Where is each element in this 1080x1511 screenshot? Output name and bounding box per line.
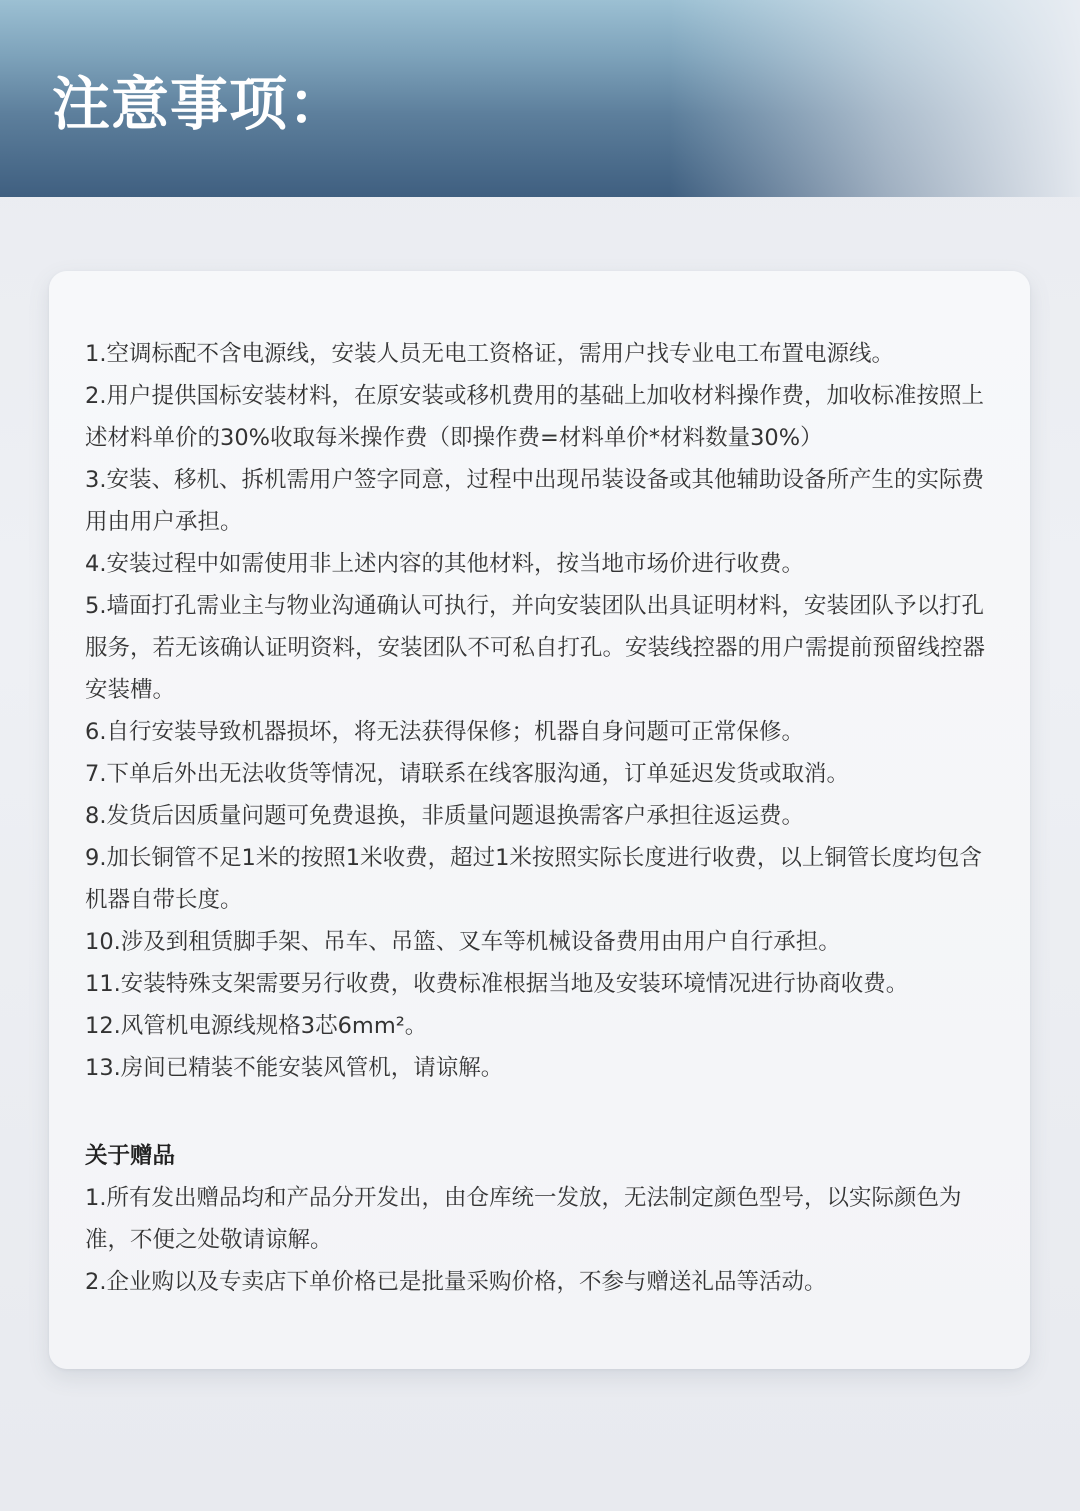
header-banner bbox=[0, 0, 1080, 197]
notice-item: 12.风管机电源线规格3芯6mm²。 bbox=[85, 1013, 428, 1039]
notice-item: 4.安装过程中如需使用非上述内容的其他材料，按当地市场价进行收费。 bbox=[85, 551, 804, 577]
gift-section-title: 关于赠品 bbox=[85, 1143, 176, 1169]
notice-item: 1.空调标配不含电源线，安装人员无电工资格证，需用户找专业电工布置电源线。 bbox=[85, 341, 894, 367]
gift-item: 2.企业购以及专卖店下单价格已是批量采购价格，不参与赠送礼品等活动。 bbox=[85, 1269, 827, 1295]
notice-card bbox=[49, 271, 1030, 1369]
notice-item: 13.房间已精装不能安装风管机，请谅解。 bbox=[85, 1055, 504, 1081]
notice-item: 5.墙面打孔需业主与物业沟通确认可执行，并向安装团队出具证明材料，安装团队予以打孔服务，若无该确认证明资料，安装团队不可私自打孔。安装线控器的用户需提前预留线控器安装槽。 bbox=[85, 593, 986, 703]
notice-item: 3.安装、移机、拆机需用户签字同意，过程中出现吊装设备或其他辅助设备所产生的实际费用由用户承担。 bbox=[85, 467, 984, 535]
notice-item: 8.发货后因质量问题可免费退换，非质量问题退换需客户承担往返运费。 bbox=[85, 803, 804, 829]
notice-item: 2.用户提供国标安装材料，在原安装或移机费用的基础上加收材料操作费，加收标准按照上述材料单价的30%收取每米操作费（即操作费=材料单价*材料数量30%） bbox=[85, 383, 984, 451]
page-title: 注意事项： bbox=[52, 70, 348, 138]
notice-item: 7.下单后外出无法收货等情况，请联系在线客服沟通，订单延迟发货或取消。 bbox=[85, 761, 849, 787]
section-spacer bbox=[85, 1089, 994, 1135]
notice-item: 6.自行安装导致机器损坏，将无法获得保修；机器自身问题可正常保修。 bbox=[85, 719, 804, 745]
notice-list bbox=[85, 333, 994, 1089]
gift-item: 1.所有发出赠品均和产品分开发出，由仓库统一发放，无法制定颜色型号，以实际颜色为准，不便之处敬请谅解。 bbox=[85, 1185, 962, 1253]
notice-item: 10.涉及到租赁脚手架、吊车、吊篮、叉车等机械设备费用由用户自行承担。 bbox=[85, 929, 841, 955]
gift-list bbox=[85, 1177, 994, 1303]
notice-item: 9.加长铜管不足1米的按照1米收费，超过1米按照实际长度进行收费，以上铜管长度均包含机器自带长度。 bbox=[85, 845, 982, 913]
notice-item: 11.安装特殊支架需要另行收费，收费标准根据当地及安装环境情况进行协商收费。 bbox=[85, 971, 909, 997]
